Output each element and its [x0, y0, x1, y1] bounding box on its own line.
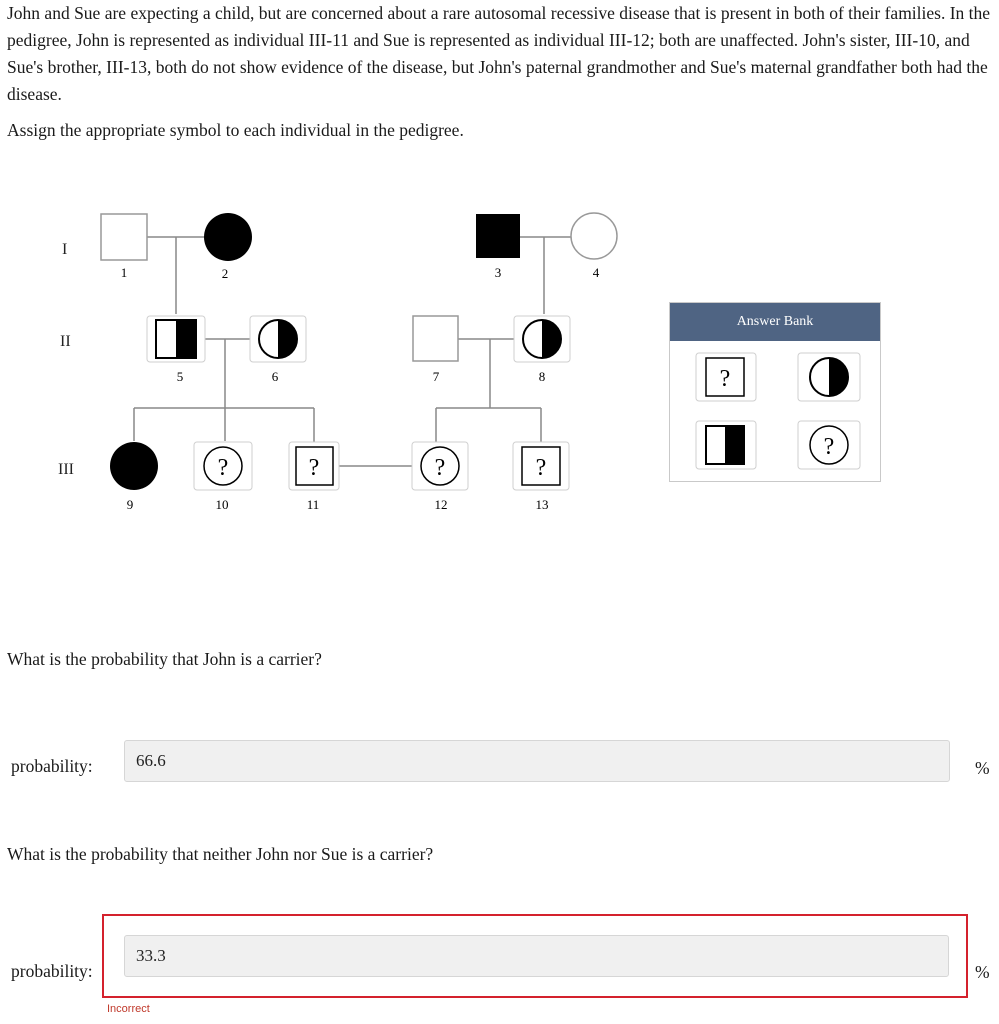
individual-12-number: 12 [434, 497, 448, 512]
individual-12-slot-label: ? [434, 455, 446, 481]
individual-5 [147, 316, 205, 384]
question-prompt: John and Sue are expecting a child, but are concerned about a rare autosomal recessive disease that is present in both of their families. In the pedigree, John is represented as individual III-11 and Sue is represented as individual III-12; both are unaffected. John's sister, III-10, and Sue's brother, III-13, both do not show evidence of the disease, but John's paternal grandmother and Sue's maternal grandfather both had the disease. [7, 3, 991, 104]
answer-unknown-female-button[interactable] [798, 421, 860, 469]
answer-carrier-male-button[interactable] [696, 421, 756, 469]
individual-11-number: 11 [306, 497, 320, 512]
individual-9-number: 9 [126, 497, 134, 512]
answer-unknown-male-button[interactable] [696, 353, 756, 401]
generation-label-ii: II [60, 333, 71, 350]
individual-8-number: 8 [538, 369, 546, 384]
individual-13-slot[interactable] [513, 442, 569, 512]
individual-10-slot-label: ? [217, 455, 229, 481]
individual-11-slot-label: ? [308, 455, 320, 481]
individual-6-number: 6 [271, 369, 279, 384]
individual-3 [476, 214, 520, 280]
answer-bank [669, 302, 881, 482]
individual-10-number: 10 [215, 497, 229, 512]
individual-6 [250, 316, 306, 384]
answer-bank-title: Answer Bank [670, 303, 880, 341]
generation-label-iii: III [58, 461, 74, 478]
individual-4-number: 4 [592, 265, 600, 280]
answer-unknown-male-label: ? [719, 366, 731, 392]
individual-2-number: 2 [221, 266, 229, 281]
answer-carrier-female-button[interactable] [798, 353, 860, 401]
question-1-unit: % [975, 758, 990, 778]
individual-1 [101, 214, 147, 280]
generation-labels [58, 241, 74, 478]
individual-13-number: 13 [535, 497, 549, 512]
instruction-text: Assign the appropriate symbol to each individual in the pedigree. [7, 120, 464, 140]
question-2-unit: % [975, 962, 990, 982]
individual-13-slot-label: ? [535, 455, 547, 481]
individual-10-slot[interactable] [194, 442, 252, 512]
individual-12-slot[interactable] [412, 442, 468, 512]
individual-9 [110, 442, 158, 512]
generation-label-i: I [62, 241, 68, 258]
answer-unknown-female-label: ? [823, 434, 835, 460]
question-2-text: What is the probability that neither John nor Sue is a carrier? [7, 844, 434, 864]
individual-8 [514, 316, 570, 384]
individual-7 [413, 316, 458, 384]
individual-4 [571, 213, 617, 280]
question-2-feedback: Incorrect [107, 1003, 150, 1015]
individual-1-number: 1 [120, 265, 128, 280]
question-2-label: probability: [11, 961, 93, 981]
individual-2 [204, 213, 252, 281]
individual-7-number: 7 [432, 369, 440, 384]
pedigree-chart [0, 190, 660, 520]
individual-5-number: 5 [176, 369, 184, 384]
individual-3-number: 3 [494, 265, 502, 280]
question-2-probability-input[interactable] [124, 935, 949, 977]
question-1-text: What is the probability that John is a carrier? [7, 649, 322, 669]
question-1-label: probability: [11, 756, 93, 776]
individual-11-slot[interactable] [289, 442, 339, 512]
question-1-probability-input[interactable] [124, 740, 950, 782]
